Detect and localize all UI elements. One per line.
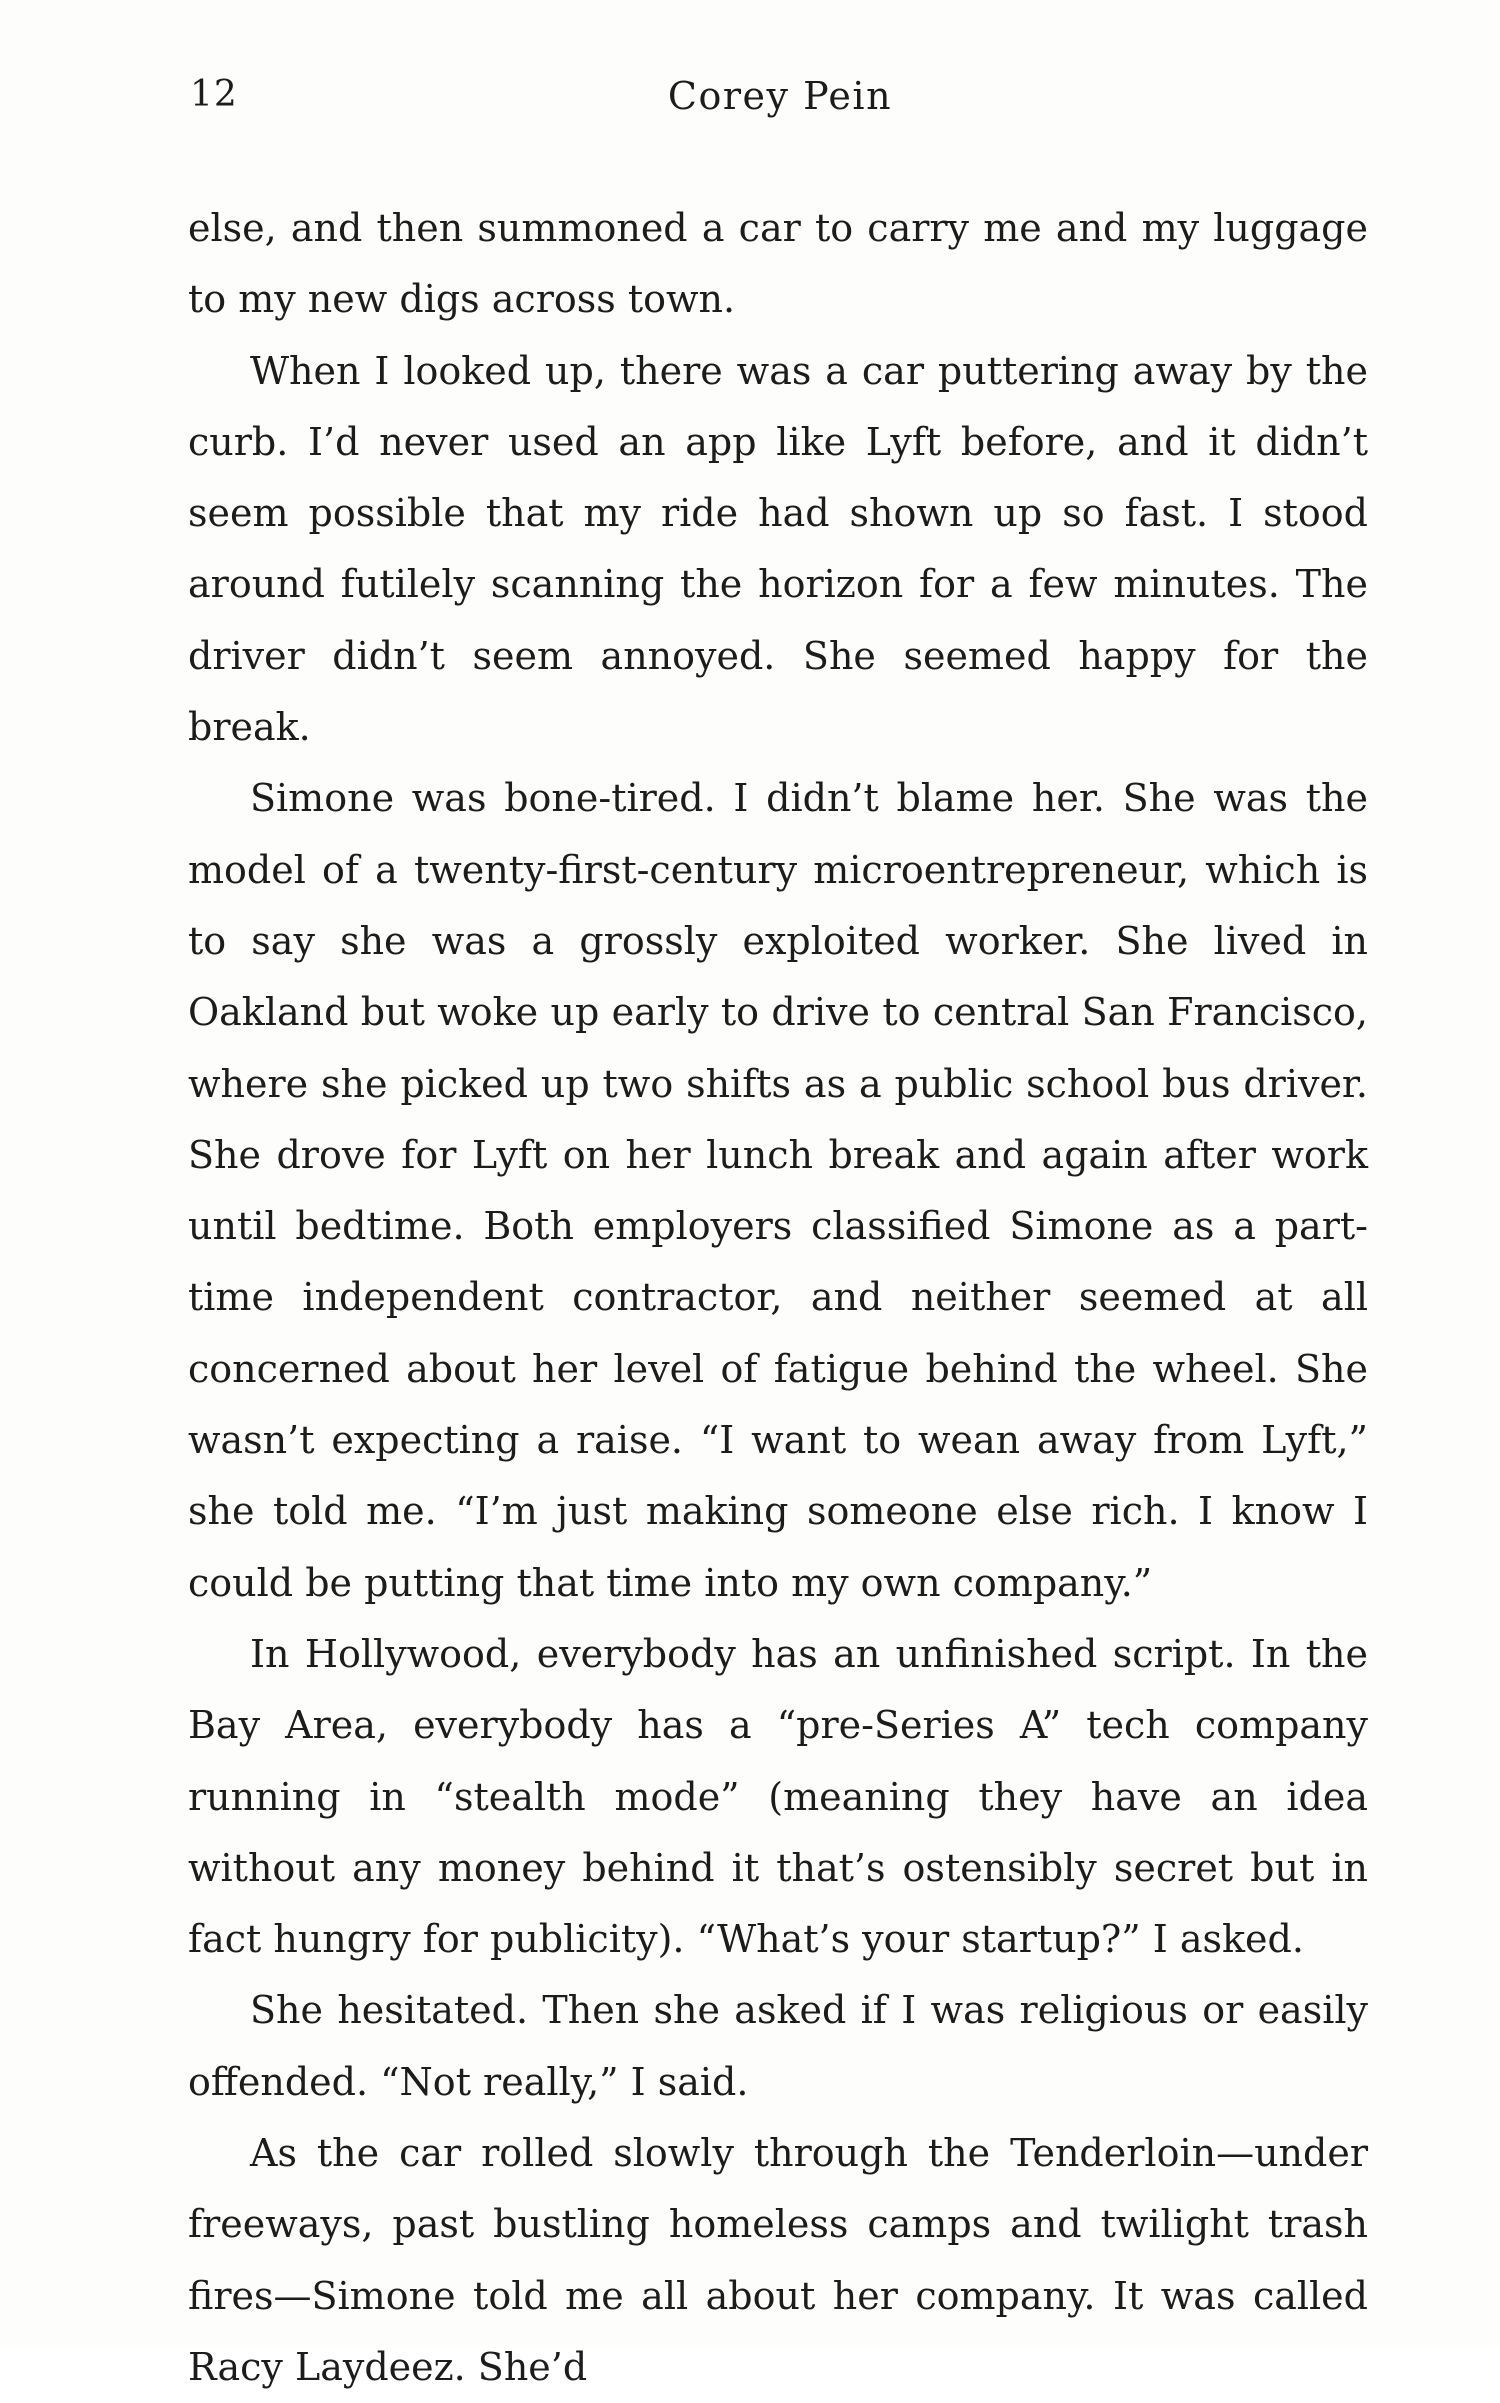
paragraph: Simone was bone-tired. I didn’t blame her. She was the model of a twenty-first-century microentrepreneur, which is to say she was a grossly exploited worker. She lived in Oakland but woke up early to drive to central San Francisco, where she picked up two shifts as a public school bus driver. She drove for Lyft on her lunch break and again after work until bedtime. Both employers classified Simone as a part-time independent contractor, and neither seemed at all concerned about her level of fatigue behind the wheel. She wasn’t expecting a raise. “I want to wean away from Lyft,” she told me. “I’m just making someone else rich. I know I could be putting that time into my own company.”	[188, 776, 1368, 1605]
page-number: 12	[190, 74, 238, 115]
paragraph: else, and then summoned a car to carry me and my luggage to my new digs across town.	[188, 206, 1368, 322]
paragraph: When I looked up, there was a car puttering away by the curb. I’d never used an app like Lyft before, and it didn’t seem possible that my ride had shown up so fast. I stood around futilely scanning the horizon for a few minutes. The driver didn’t seem annoyed. She seemed happy for the break.	[188, 348, 1368, 750]
paragraph: In Hollywood, everybody has an unfinished script. In the Bay Area, everybody has a “pre-Series A” tech company running in “stealth mode” (meaning they have an idea without any money behind it that’s ostensibly secret but in fact hungry for publicity). “What’s your startup?” I asked.	[188, 1631, 1368, 1962]
author-name: Corey Pein	[667, 74, 893, 118]
paragraph: She hesitated. Then she asked if I was religious or easily offended. “Not really,” I said.	[188, 1988, 1368, 2104]
paragraph: As the car rolled slowly through the Tenderloin—under freeways, past bustling homeless camps and twilight trash fires—Simone told me all about her company. It was called Racy Laydeez. She’d	[188, 2131, 1368, 2389]
running-head	[190, 74, 1370, 134]
body-text	[188, 193, 1368, 2403]
